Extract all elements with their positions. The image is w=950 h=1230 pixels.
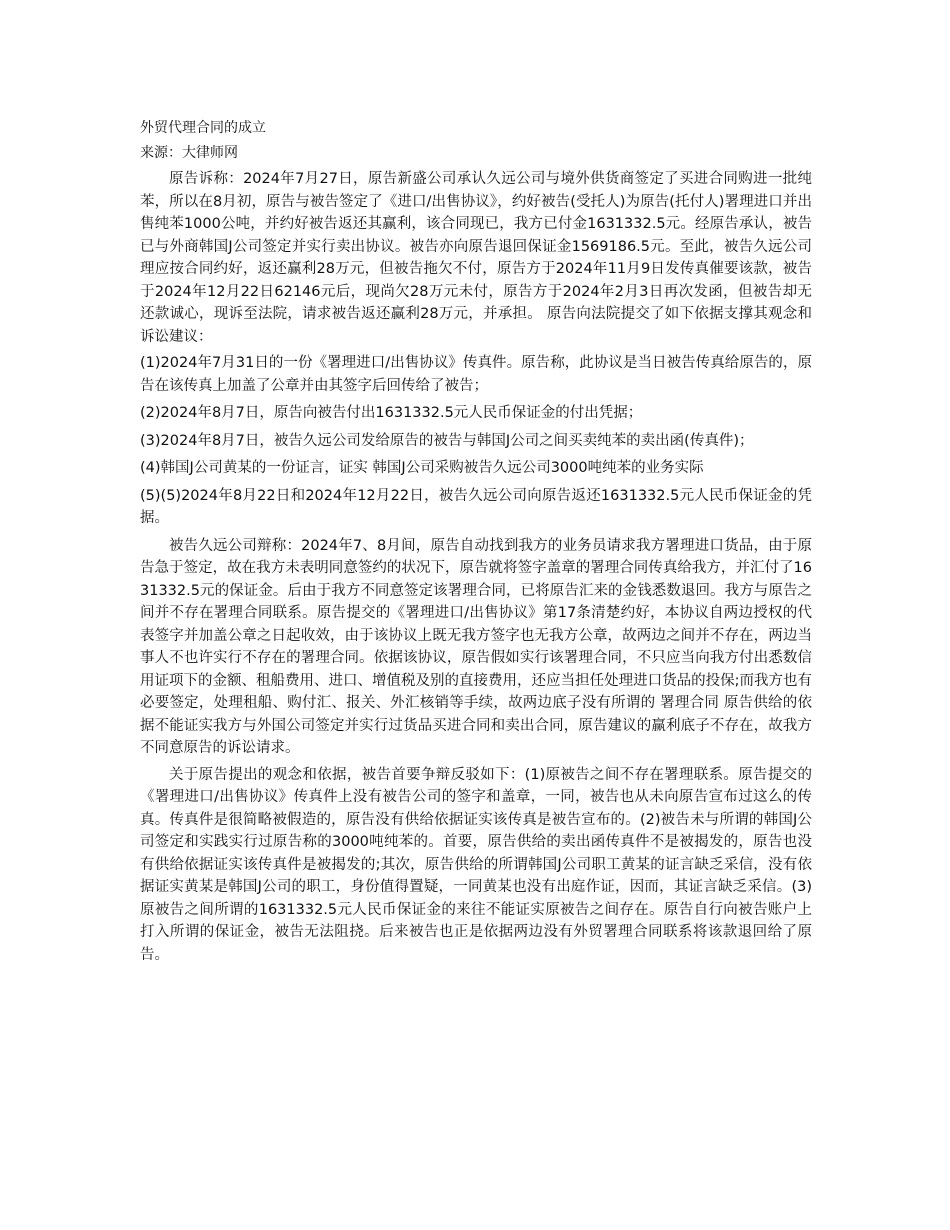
document-source: 来源：大律师网 [140,145,238,161]
defendant-defense-paragraph: 被告久远公司辩称：2024年7、8月间，原告自动找到我方的业务员请求我方署理进口货品，由于原告急于签定，故在我方未表明同意签约的状况下，原告就将签字盖章的署理合同传真给我方，并汇付了1631332.5元的保证金。后由于我方不同意签定该署理合同，已将原告汇来的金钱悉数退回。我方与原告之间并不存在署理合同联系。原告提交的《署理进口/出售协议》第17条清楚约好，本协议自两边授权的代表签字并加盖公章之日起收效，由于该协议上既无我方签字也无我方公章，故两边之间并不存在，两边当事人不也许实行不存在的署理合同。依据该协议，原告假如实行该署理合同，不只应当向我方付出悉数信用证项下的金额、租船费用、进口、增值税及别的直接费用，还应当担任处理进口货品的投保;而我方也有必要签定，处理租船、购付汇、报关、外汇核销等手续，故两边底子没有所谓的 署理合同 原告供给的依据不能证实我方与外国公司签定并实行过货品买进合同和卖出合同，原告建议的赢利底子不存在，故我方不同意原告的诉讼请求。 [140,537,812,756]
evidence-item-5: (5)(5)2024年8月22日和2024年12月22日，被告久远公司向原告返还1631332.5元人民币保证金的凭据。 [140,487,812,526]
document-title: 外贸代理合同的成立 [140,120,266,136]
document-page [140,116,812,970]
evidence-item-3: (3)2024年8月7日，被告久远公司发给原告的被告与韩国J公司之间买卖纯苯的卖出函(传真件)； [140,432,754,449]
evidence-item-1: (1)2024年7月31日的一份《署理进口/出售协议》传真件。原告称，此协议是当日被告传真给原告的，原告在该传真上加盖了公章并由其签字后回传给了被告； [140,355,812,394]
rebuttal-paragraph: 关于原告提出的观念和依据，被告首要争辩反驳如下：(1)原被告之间不存在署理联系。原告提交的《署理进口/出售协议》传真件上没有被告公司的签字和盖章，一同，被告也从未向原告宣布过这么的传真。传真件是很简略被假造的，原告没有供给依据证实该传真是被告宣布的。(2)被告未与所谓的韩国J公司签定和实践实行过原告称的3000吨纯苯的。首要，原告供给的卖出函传真件不是被揭发的，原告也没有供给依据证实该传真件是被揭发的;其次，原告供给的所谓韩国J公司职工黄某的证言缺乏采信，没有依据证实黄某是韩国J公司的职工，身份值得置疑，一同黄某也没有出庭作证，因而，其证言缺乏采信。(3)原被告之间所谓的1631332.5元人民币保证金的来往不能证实原被告之间存在。原告自行向被告账户上打入所谓的保证金，被告无法阻挠。后来被告也正是依据两边没有外贸署理合同联系将该款退回给了原告。 [140,766,812,963]
plaintiff-claim-paragraph: 原告诉称：2024年7月27日，原告新盛公司承认久远公司与境外供货商签定了买进合同购进一批纯苯，所以在8月初，原告与被告签定了《进口/出售协议》，约好被告(受托人)为原告(托付人)署理进口并出售纯苯1000公吨，并约好被告返还其赢利，该合同现已，我方已付金1631332.5元。经原告承认，被告已与外商韩国J公司签定并实行卖出协议。被告亦向原告退回保证金1569186.5元。至此，被告久远公司理应按合同约好，返还赢利28万元，但被告拖欠不付，原告方于2024年11月9日发传真催要该款，被告于2024年12月22日62146元后，现尚欠28万元未付，原告方于2024年2月3日再次发函，但被告却无还款诚心，现诉至法院，请求被告返还赢利28万元，并承担。 原告向法院提交了如下依据支撑其观念和诉讼建议： [140,171,812,345]
evidence-item-4: (4)韩国J公司黄某的一份证言，证实 韩国J公司采购被告久远公司3000吨纯苯的业务实际 [140,460,704,476]
evidence-item-2: (2)2024年8月7日，原告向被告付出1631332.5元人民币保证金的付出凭据； [140,405,643,421]
